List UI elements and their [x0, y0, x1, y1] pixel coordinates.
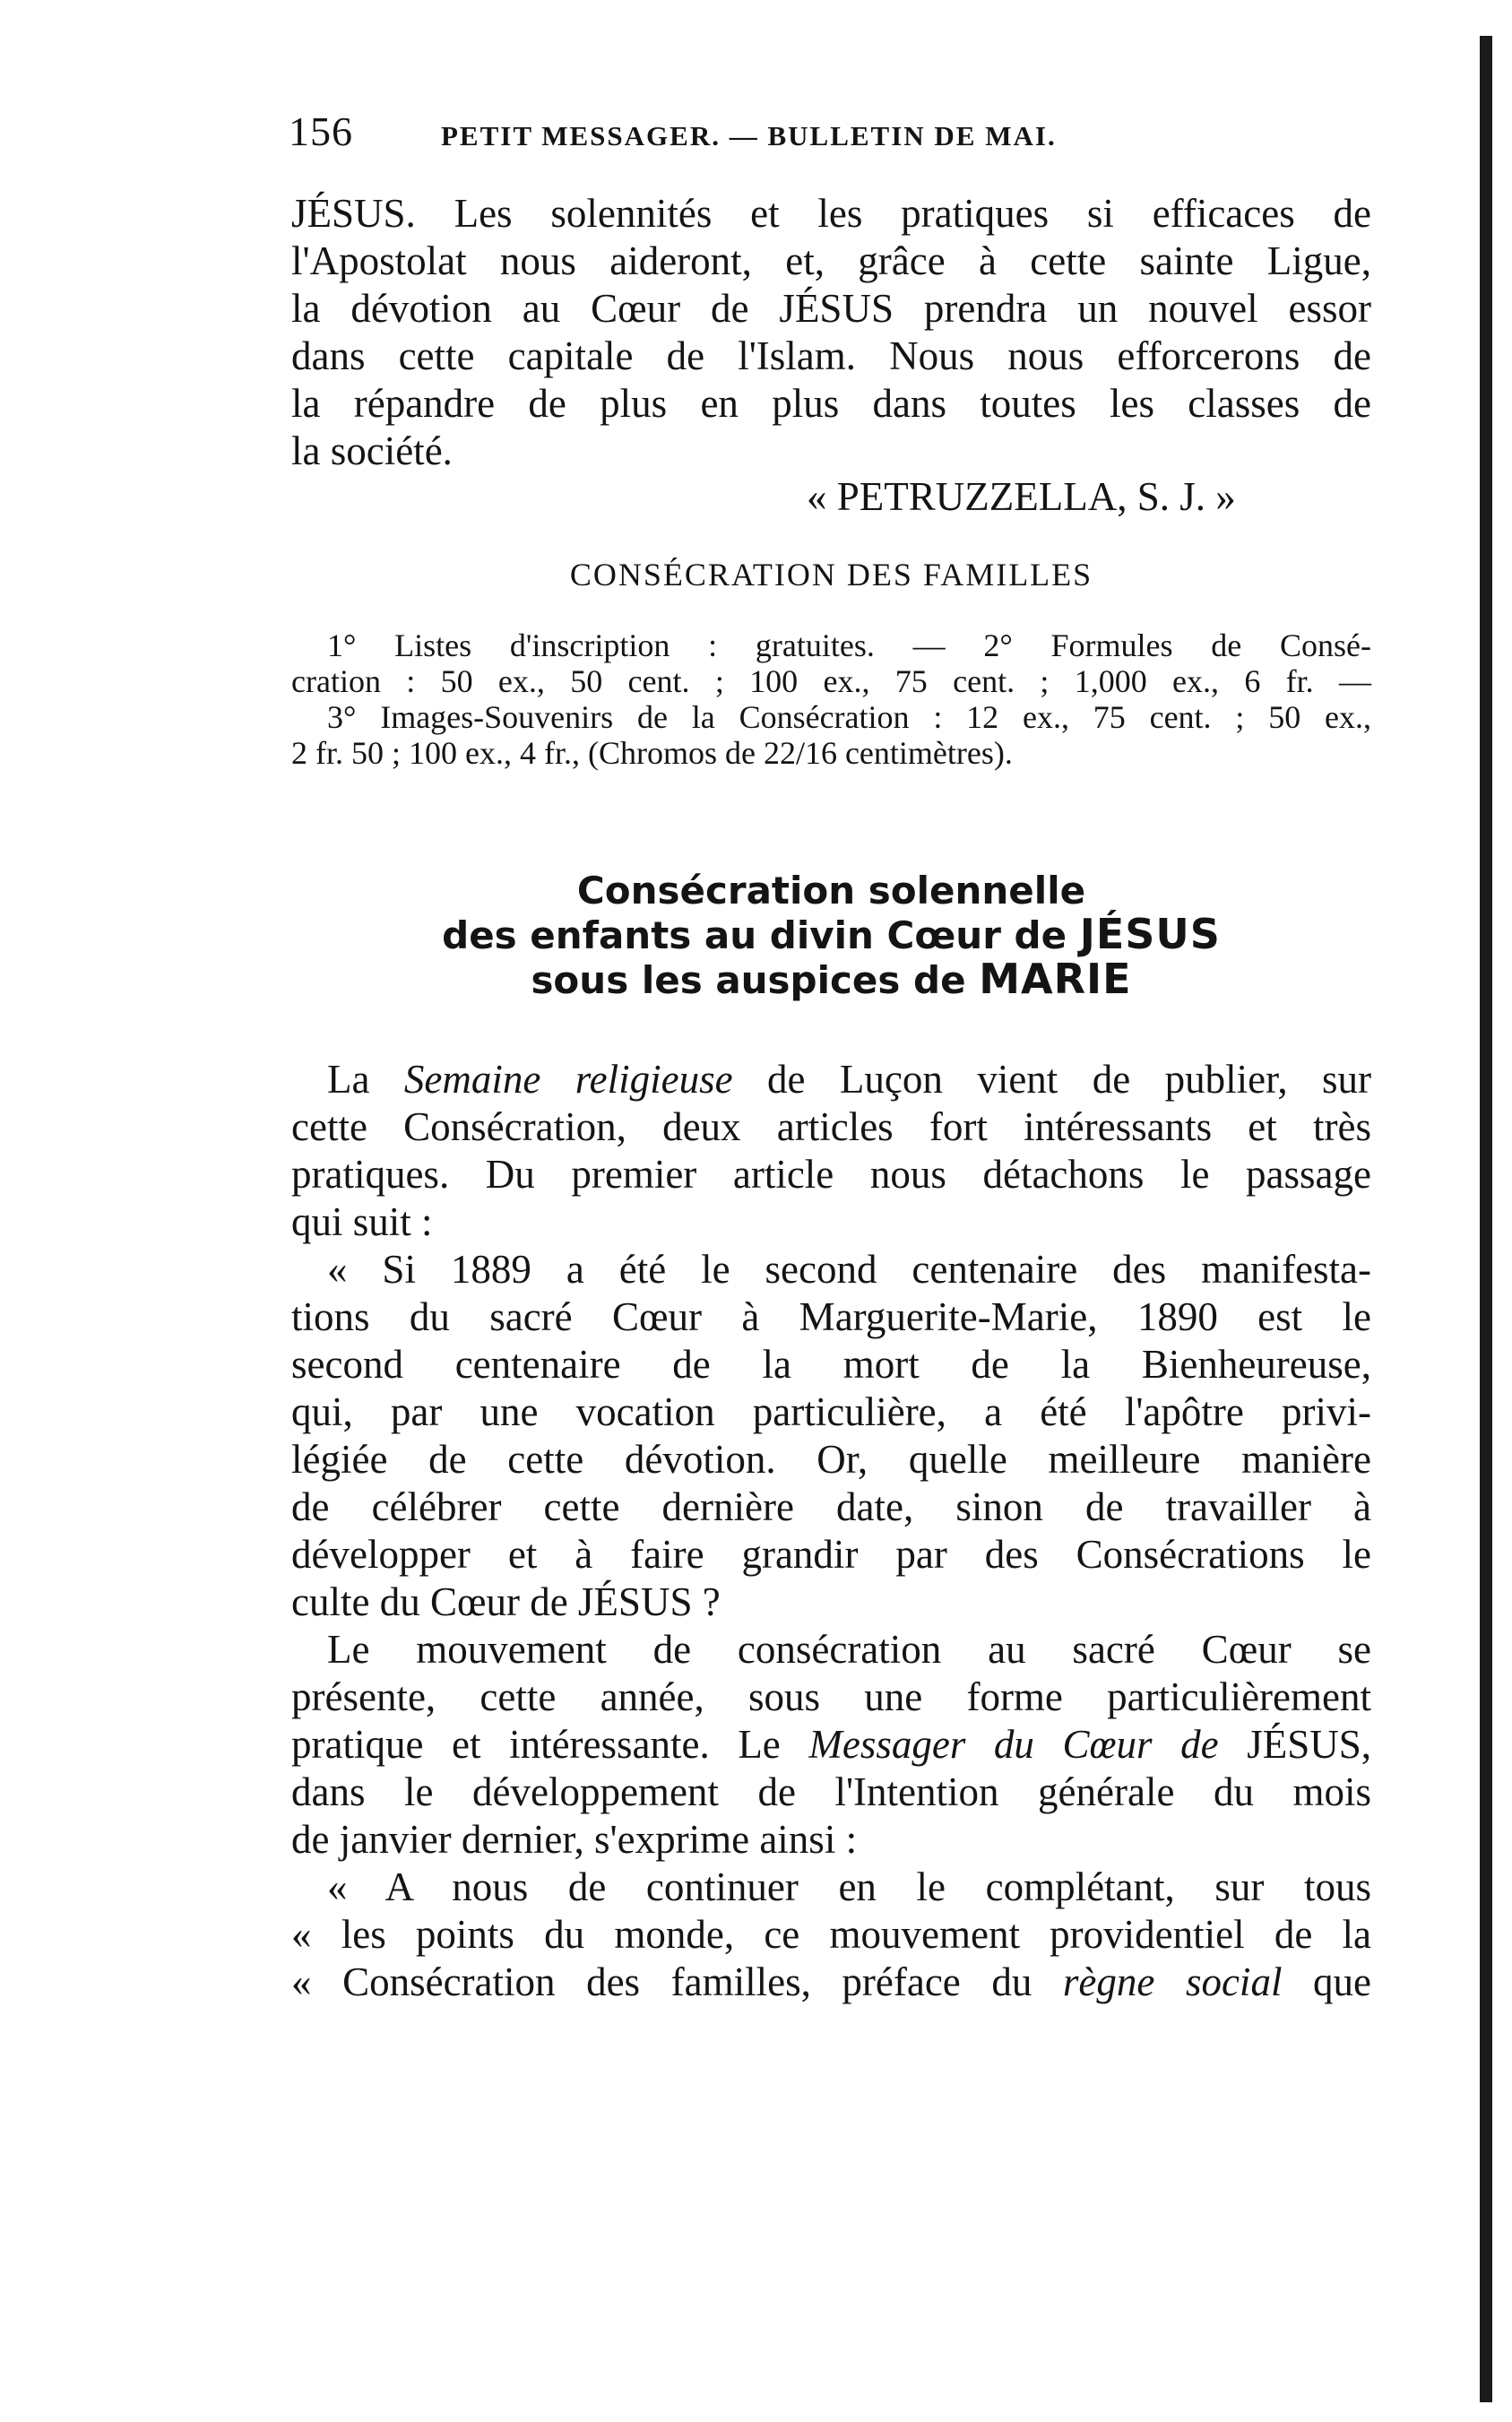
text-line: qui, par une vocation particulière, a été l'apôtre privi- — [291, 1389, 1371, 1434]
article-body — [291, 1056, 1371, 2006]
text-line: légiée de cette dévotion. Or, quelle meilleure manière — [291, 1437, 1371, 1482]
text-line: pratiques. Du premier article nous détachons le passage — [291, 1152, 1371, 1197]
text-line: dans le développement de l'Intention générale du mois — [291, 1769, 1371, 1814]
running-title: PETIT MESSAGER. — BULLETIN DE MAI. — [441, 120, 1057, 151]
text-line: 2 fr. 50 ; 100 ex., 4 fr., (Chromos de 22/16 centimètres). — [291, 735, 1013, 771]
text-line: présente, cette année, sous une forme particulièrement — [291, 1674, 1371, 1719]
text-line: « Si 1889 a été le second centenaire des manifesta- — [327, 1247, 1371, 1292]
title-line-1: Consécration solennelle — [576, 869, 1086, 913]
text-line: de célébrer cette dernière date, sinon de travailler à — [291, 1484, 1371, 1529]
text-line: 3° Images-Souvenirs de la Consécration : 12 ex., 75 cent. ; 50 ex., — [327, 699, 1371, 735]
text-line: « A nous de continuer en le complétant, sur tous — [327, 1864, 1371, 1909]
text-line: la dévotion au Cœur de JÉSUS prendra un nouvel essor — [291, 286, 1371, 331]
page-edge-shadow — [1480, 36, 1492, 2402]
text-line: qui suit : — [291, 1199, 433, 1244]
text-line: la répandre de plus en plus dans toutes les classes de — [291, 381, 1371, 426]
price-list — [291, 627, 1371, 771]
page-header — [289, 108, 1239, 170]
intro-paragraph — [291, 190, 1371, 475]
article-title — [291, 869, 1371, 1002]
text-line: « Consécration des familles, préface du règne social que — [291, 1959, 1371, 2004]
title-line-2: des enfants au divin Cœur de JÉSUS — [442, 910, 1221, 958]
text-line: dans cette capitale de l'Islam. Nous nous efforcerons de — [291, 333, 1371, 378]
text-line: tions du sacré Cœur à Marguerite-Marie, 1890 est le — [291, 1294, 1371, 1339]
text-line: Le mouvement de consécration au sacré Cœur se — [327, 1627, 1371, 1672]
text-line: pratique et intéressante. Le Messager du Cœur de JÉSUS, — [291, 1722, 1371, 1767]
text-line: culte du Cœur de JÉSUS ? — [291, 1579, 721, 1624]
text-line: cette Consécration, deux articles fort intéressants et très — [291, 1104, 1371, 1149]
text-line: cration : 50 ex., 50 cent. ; 100 ex., 75 cent. ; 1,000 ex., 6 fr. — — [291, 663, 1371, 699]
text-line: « les points du monde, ce mouvement providentiel de la — [291, 1912, 1371, 1957]
signature: « PETRUZZELLA, S. J. » — [807, 474, 1236, 519]
text-line: La Semaine religieuse de Luçon vient de publier, sur — [327, 1057, 1371, 1102]
text-line: l'Apostolat nous aideront, et, grâce à cette sainte Ligue, — [291, 238, 1371, 283]
text-line: de janvier dernier, s'exprime ainsi : — [291, 1817, 858, 1862]
text-line: 1° Listes d'inscription : gratuites. — 2° Formules de Consé- — [327, 627, 1371, 663]
page-number: 156 — [289, 108, 353, 154]
text-line: développer et à faire grandir par des Consécrations le — [291, 1532, 1371, 1577]
text-line: second centenaire de la mort de la Bienheureuse, — [291, 1342, 1371, 1387]
text-line: JÉSUS. Les solennités et les pratiques si efficaces de — [291, 191, 1371, 236]
section-heading: CONSÉCRATION DES FAMILLES — [569, 557, 1093, 593]
text-line: la société. — [291, 428, 453, 473]
title-line-3: sous les auspices de MARIE — [531, 955, 1132, 1003]
